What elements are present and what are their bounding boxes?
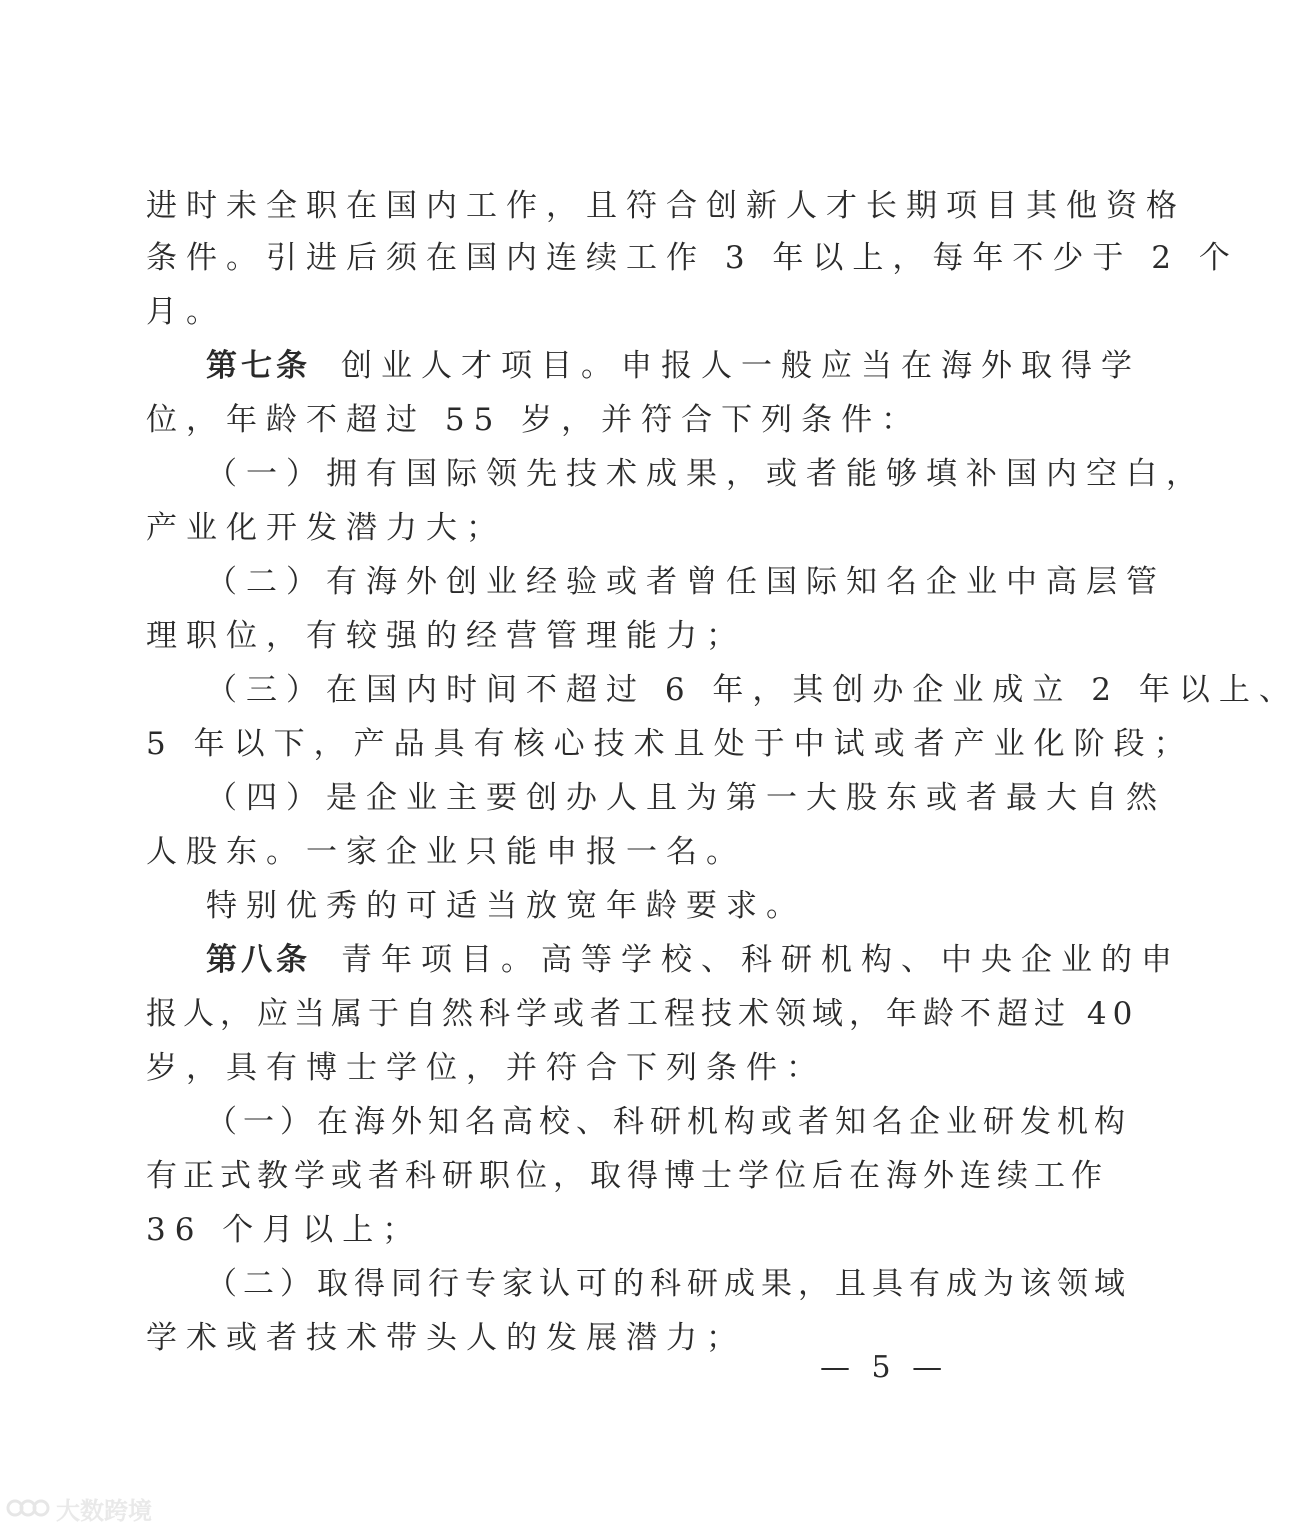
paragraph-line: 报人，应当属于自然科学或者工程技术领域，年龄不超过 40	[146, 996, 1139, 1032]
paragraph-line: 学术或者技术带头人的发展潜力；	[146, 1320, 746, 1356]
watermark	[6, 1493, 152, 1523]
article-8-heading: 第八条	[206, 942, 311, 978]
paragraph-line: 5 年以下，产品具有核心技术且处于中试或者产业化阶段；	[146, 726, 1194, 762]
paragraph-line: 有正式教学或者科研职位，取得博士学位后在海外连续工作	[146, 1158, 1108, 1194]
paragraph-line: 特别优秀的可适当放宽年龄要求。	[206, 888, 806, 924]
article-7-text: 创业人才项目。申报人一般应当在海外取得学	[341, 348, 1141, 384]
paragraph-line: 产业化开发潜力大；	[146, 510, 506, 546]
article-8-line	[206, 940, 1181, 980]
watermark-logo-icon	[6, 1495, 50, 1521]
watermark-text: 大数跨境	[56, 1496, 152, 1525]
article-8-text: 青年项目。高等学校、科研机构、中央企业的申	[341, 942, 1181, 978]
paragraph-line: 位，年龄不超过 55 岁，并符合下列条件：	[146, 402, 922, 438]
list-item-line: （二）有海外创业经验或者曾任国际知名企业中高层管	[206, 564, 1166, 600]
paragraph-line: 人股东。一家企业只能申报一名。	[146, 834, 746, 870]
paragraph-line: 月。	[146, 294, 226, 330]
paragraph-line: 36 个月以上；	[146, 1212, 423, 1248]
article-7-line	[206, 346, 1141, 386]
list-item-line: （一）在海外知名高校、科研机构或者知名企业研发机构	[206, 1104, 1131, 1140]
paragraph-line: 理职位，有较强的经营管理能力；	[146, 618, 746, 654]
paragraph-line: 岁，具有博士学位，并符合下列条件：	[146, 1050, 826, 1086]
paragraph-line: 条件。引进后须在国内连续工作 3 年以上，每年不少于 2 个	[146, 240, 1239, 276]
page-number: — 5 —	[820, 1350, 949, 1385]
list-item-line: （一）拥有国际领先技术成果，或者能够填补国内空白，	[206, 456, 1206, 492]
list-item-line: （四）是企业主要创办人且为第一大股东或者最大自然	[206, 780, 1166, 816]
list-item-line: （二）取得同行专家认可的科研成果，且具有成为该领域	[206, 1266, 1131, 1302]
paragraph-line: 进时未全职在国内工作，且符合创新人才长期项目其他资格	[146, 188, 1186, 224]
list-item-line: （三）在国内时间不超过 6 年，其创办企业成立 2 年以上、	[206, 672, 1299, 708]
article-7-heading: 第七条	[206, 348, 311, 384]
